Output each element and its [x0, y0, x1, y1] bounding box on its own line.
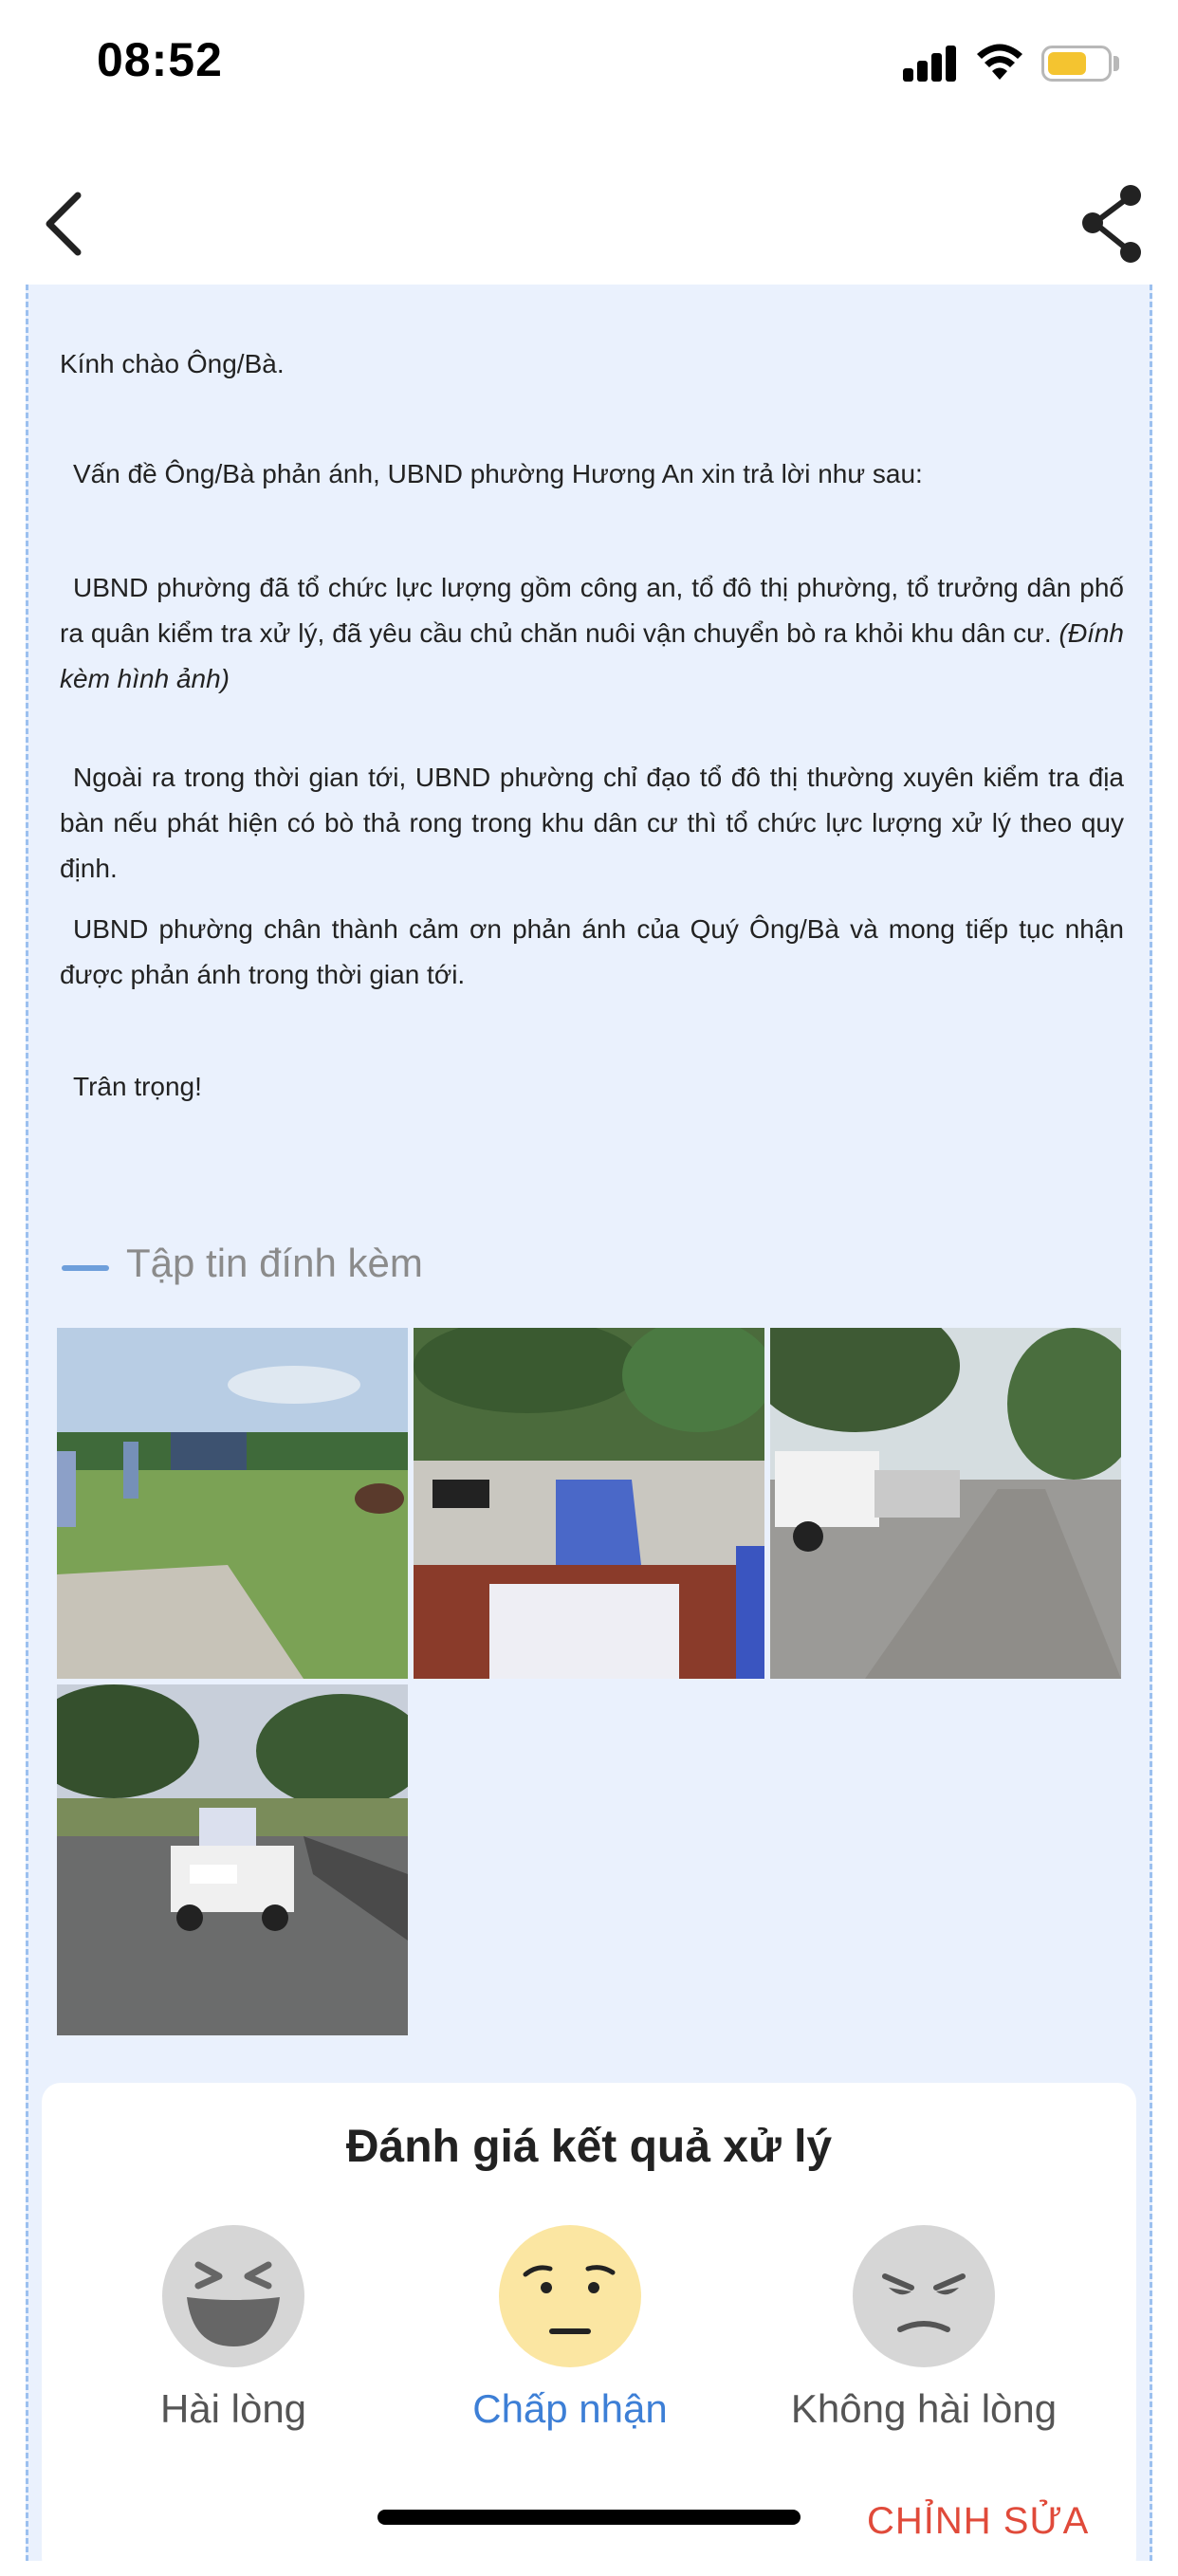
rating-label-satisfied: Hài lòng [159, 2386, 307, 2431]
cellular-signal-icon [903, 44, 958, 82]
attachment-photo-1[interactable] [57, 1328, 408, 1679]
rating-option-satisfied[interactable] [63, 2225, 404, 2453]
rating-option-acceptable[interactable] [399, 2225, 741, 2453]
rating-label-acceptable: Chấp nhận [472, 2386, 668, 2431]
nav-bar [0, 152, 1178, 285]
status-bar [0, 0, 1178, 133]
reply-intro: Vấn đề Ông/Bà phản ánh, UBND phường Hương An xin trả lời như sau: [73, 459, 923, 488]
attachment-photo-4[interactable] [57, 1684, 408, 2035]
wifi-icon [975, 42, 1024, 82]
reply-greeting: Kính chào Ông/Bà. [60, 349, 285, 378]
share-icon [1070, 171, 1155, 266]
attachment-photo-2[interactable] [414, 1328, 764, 1679]
back-button[interactable] [28, 171, 104, 266]
battery-icon [1041, 46, 1112, 82]
angry-face-icon [853, 2225, 995, 2367]
edit-button[interactable]: CHỈNH SỬA [867, 2500, 1090, 2542]
rating-label-unsatisfied: Không hài lòng [790, 2386, 1058, 2431]
rating-option-unsatisfied[interactable] [753, 2225, 1095, 2453]
reply-closing: Trân trọng! [73, 1072, 202, 1101]
status-time: 08:52 [97, 33, 223, 86]
reply-paragraph-1: UBND phường đã tổ chức lực lượng gồm công an, tổ đô thị phường, tổ trưởng dân phố ra quân kiểm tra xử lý, đã yêu cầu chủ chăn nuôi vận chuyển bò ra khỏi khu dân cư. (Đính kèm hình ảnh) [60, 573, 1124, 693]
laughing-face-icon [162, 2225, 304, 2367]
share-button[interactable] [1070, 171, 1155, 266]
reply-paragraph-3: UBND phường chân thành cảm ơn phản ánh của Quý Ông/Bà và mong tiếp tục nhận được phản ánh trong thời gian tới. [60, 914, 1124, 989]
attachments-title: Tập tin đính kèm [126, 1241, 423, 1285]
rating-title: Đánh giá kết quả xử lý [345, 2122, 833, 2172]
neutral-face-icon [499, 2225, 641, 2367]
attachment-photo-3[interactable] [770, 1328, 1121, 1679]
reply-paragraph-2: Ngoài ra trong thời gian tới, UBND phường chỉ đạo tổ đô thị thường xuyên kiểm tra địa bàn nếu phát hiện có bò thả rong trong khu dân cư thì tổ chức lực lượng xử lý theo quy định. [60, 763, 1124, 883]
section-marker [62, 1265, 109, 1271]
reply-paragraph-1-note: (Đính kèm hình ảnh) [60, 618, 1124, 693]
home-indicator[interactable] [377, 2510, 801, 2525]
chevron-left-icon [28, 171, 104, 266]
